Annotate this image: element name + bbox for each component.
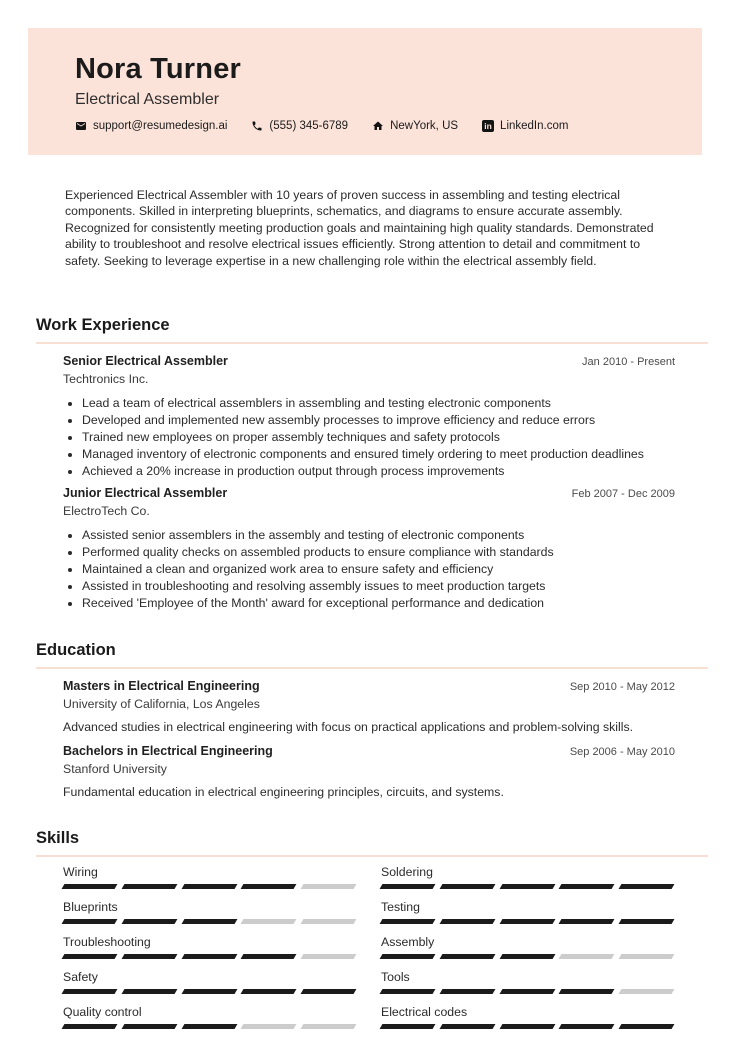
skill-segment-filled	[121, 919, 177, 924]
skill-segment-filled	[559, 989, 615, 994]
degree-title: Masters in Electrical Engineering	[63, 679, 260, 694]
degree-title: Bachelors in Electrical Engineering	[63, 744, 273, 759]
skill-name: Troubleshooting	[63, 935, 151, 950]
skill-name: Tools	[381, 970, 410, 985]
skill-item-troubleshooting	[63, 936, 355, 959]
skill-level-bar	[381, 884, 673, 889]
skill-level-bar	[63, 989, 355, 994]
skill-item-quality-control	[63, 1006, 355, 1029]
skill-item-safety	[63, 971, 355, 994]
skill-segment-filled	[121, 989, 177, 994]
job-company: ElectroTech Co.	[63, 504, 150, 519]
section-skills	[36, 828, 708, 1029]
work-entry-senior	[63, 354, 675, 480]
skill-name: Blueprints	[63, 900, 118, 915]
education-entry-masters	[63, 679, 675, 735]
skill-segment-empty	[559, 954, 615, 959]
skill-segment-filled	[121, 1024, 177, 1029]
job-company: Techtronics Inc.	[63, 372, 149, 387]
contact-linkedin[interactable]	[482, 120, 568, 132]
job-bullet: • Lead a team of electrical assemblers in assembling and testing electronic components	[82, 395, 675, 412]
work-entries	[36, 354, 708, 612]
skill-segment-filled	[559, 919, 615, 924]
skill-segment-filled	[62, 989, 118, 994]
school-name: University of California, Los Angeles	[63, 697, 260, 712]
skill-item-electrical-codes	[381, 1006, 673, 1029]
skill-segment-filled	[439, 884, 495, 889]
skill-segment-filled	[619, 919, 675, 924]
skill-name: Wiring	[63, 865, 98, 880]
job-bullet-list	[63, 527, 675, 612]
skill-segment-filled	[619, 1024, 675, 1029]
work-experience-heading: Work Experience	[36, 315, 708, 344]
skill-segment-filled	[241, 954, 297, 959]
skill-segment-filled	[499, 919, 555, 924]
job-bullet: • Assisted senior assemblers in the assembly and testing of electronic components	[82, 527, 675, 544]
skill-segment-empty	[241, 1024, 297, 1029]
work-entry-head	[63, 486, 675, 501]
education-entry-head	[63, 744, 675, 759]
skill-item-soldering	[381, 866, 673, 889]
contact-email[interactable]	[75, 120, 227, 132]
skill-name: Quality control	[63, 1005, 142, 1020]
skill-name: Electrical codes	[381, 1005, 468, 1020]
skill-level-bar	[381, 954, 673, 959]
skill-segment-filled	[380, 954, 436, 959]
skill-segment-filled	[499, 884, 555, 889]
skill-item-testing	[381, 901, 673, 924]
skill-item-assembly	[381, 936, 673, 959]
degree-dates: Sep 2006 - May 2010	[569, 746, 675, 759]
contact-phone[interactable]	[251, 120, 348, 132]
skill-segment-filled	[380, 1024, 436, 1029]
linkedin-icon: in	[482, 120, 494, 132]
section-work-experience	[36, 315, 708, 612]
skill-segment-filled	[439, 1024, 495, 1029]
email-icon	[75, 120, 87, 132]
degree-dates: Sep 2010 - May 2012	[569, 681, 675, 694]
degree-description: Fundamental education in electrical engineering principles, circuits, and systems.	[63, 785, 504, 800]
skill-segment-filled	[439, 954, 495, 959]
job-bullet: • Developed and implemented new assembly processes to improve efficiency and reduce errors	[82, 412, 675, 429]
contact-phone-text: (555) 345-6789	[269, 120, 349, 132]
education-entries	[36, 679, 708, 800]
skill-segment-filled	[181, 884, 237, 889]
skill-segment-empty	[619, 954, 675, 959]
school-name: Stanford University	[63, 762, 167, 777]
skill-level-bar	[63, 954, 355, 959]
skill-segment-filled	[380, 989, 436, 994]
skill-segment-empty	[241, 919, 297, 924]
skill-segment-empty	[301, 954, 357, 959]
work-entry-head	[63, 354, 675, 369]
job-bullet: • Performed quality checks on assembled products to ensure compliance with standards	[82, 544, 675, 561]
skill-level-bar	[63, 1024, 355, 1029]
education-entry-head	[63, 679, 675, 694]
education-entry-bachelors	[63, 744, 675, 800]
job-dates: Jan 2010 - Present	[582, 356, 675, 369]
home-icon	[372, 120, 384, 132]
skill-segment-filled	[62, 919, 118, 924]
skill-level-bar	[381, 1024, 673, 1029]
work-entry-junior	[63, 486, 675, 612]
skill-segment-filled	[121, 884, 177, 889]
skill-segment-filled	[380, 919, 436, 924]
phone-icon	[251, 120, 263, 132]
skill-segment-filled	[181, 989, 237, 994]
skill-segment-filled	[499, 989, 555, 994]
skill-segment-filled	[439, 989, 495, 994]
section-education	[36, 640, 708, 800]
job-bullet: • Achieved a 20% increase in production output through process improvements	[82, 463, 675, 480]
skill-segment-filled	[241, 989, 297, 994]
job-dates: Feb 2007 - Dec 2009	[571, 488, 675, 501]
skill-name: Assembly	[381, 935, 435, 950]
skill-segment-filled	[62, 954, 118, 959]
skill-level-bar	[381, 989, 673, 994]
skill-level-bar	[63, 919, 355, 924]
skill-segment-filled	[559, 884, 615, 889]
skill-segment-filled	[499, 954, 555, 959]
skill-name: Soldering	[381, 865, 433, 880]
skill-level-bar	[381, 919, 673, 924]
skill-segment-filled	[241, 884, 297, 889]
skill-item-blueprints	[63, 901, 355, 924]
skill-segment-filled	[62, 884, 118, 889]
skill-level-bar	[63, 884, 355, 889]
job-bullet: • Trained new employees on proper assembly techniques and safety protocols	[82, 429, 675, 446]
job-title: Senior Electrical Assembler	[63, 354, 228, 369]
skill-item-wiring	[63, 866, 355, 889]
resume-header	[28, 28, 702, 155]
skill-segment-empty	[301, 884, 357, 889]
job-bullet-list	[63, 395, 675, 480]
skill-segment-filled	[499, 1024, 555, 1029]
contact-linkedin-text: LinkedIn.com	[500, 120, 569, 132]
job-bullet: • Received 'Employee of the Month' award for exceptional performance and dedication	[82, 595, 675, 612]
job-bullet: • Managed inventory of electronic components and ensured timely ordering to meet production deadlines	[82, 446, 675, 463]
skills-grid	[63, 866, 686, 1029]
contact-location[interactable]	[372, 120, 458, 132]
job-bullet: • Assisted in troubleshooting and resolving assembly issues to meet production targets	[82, 578, 675, 595]
contact-email-text: support@resumedesign.ai	[93, 120, 228, 132]
skill-segment-empty	[301, 919, 357, 924]
skill-name: Testing	[381, 900, 420, 915]
summary-text: Experienced Electrical Assembler with 10 years of proven success in assembling and testing electrical components. Skilled in interpreting blueprints, schematics, and diagrams to ensure accurate assembly. Recognized for consistently meeting production goals and maintaining high quality standards. Demonstrated ability to troubleshoot and resolve electrical issues efficiently. Strong attention to detail and commitment to safety. Seeking to leverage expertise in a new challenging role within the electrical assembly field.	[65, 188, 654, 268]
skill-segment-filled	[439, 919, 495, 924]
skills-heading: Skills	[36, 828, 708, 857]
skill-segment-filled	[121, 954, 177, 959]
education-heading: Education	[36, 640, 708, 669]
skill-segment-filled	[181, 1024, 237, 1029]
person-job-title: Electrical Assembler	[75, 91, 220, 108]
skill-segment-filled	[181, 954, 237, 959]
skill-name: Safety	[63, 970, 98, 985]
skill-segment-filled	[619, 884, 675, 889]
skill-segment-filled	[301, 989, 357, 994]
person-name: Nora Turner	[75, 53, 242, 85]
skill-segment-empty	[619, 989, 675, 994]
degree-description: Advanced studies in electrical engineering with focus on practical applications and problem-solving skills.	[63, 720, 634, 735]
contact-row	[75, 120, 655, 132]
skill-segment-filled	[559, 1024, 615, 1029]
resume-page	[0, 28, 730, 1052]
skill-item-tools	[381, 971, 673, 994]
contact-location-text: NewYork, US	[390, 120, 459, 132]
skill-segment-filled	[380, 884, 436, 889]
skill-segment-filled	[62, 1024, 118, 1029]
skill-segment-empty	[301, 1024, 357, 1029]
job-title: Junior Electrical Assembler	[63, 486, 228, 501]
skill-segment-filled	[181, 919, 237, 924]
job-bullet: • Maintained a clean and organized work area to ensure safety and efficiency	[82, 561, 675, 578]
